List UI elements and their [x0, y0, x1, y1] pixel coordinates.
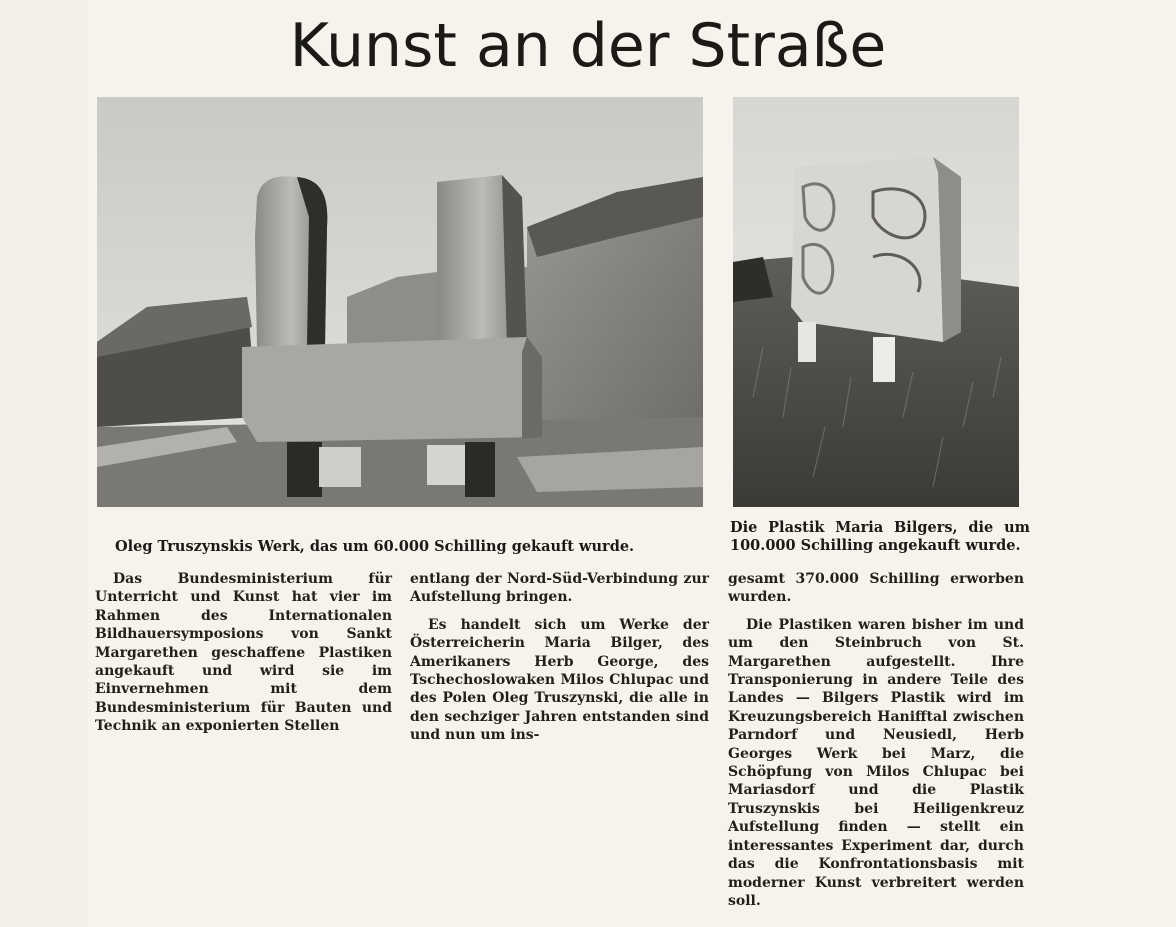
article-paragraph: Das Bundesministerium für Unterricht und Kunst hat vier im Rahmen des Internationalen Bildhauersymposions von Sankt Margarethen geschaffene Plastiken angekauft und wird sie im Einvernehmen mit dem Bundesministerium für Bauten und Technik an exponierten Stellen	[95, 571, 392, 735]
article-paragraph: entlang der Nord-Süd-Verbindung zur Aufstellung bringen.	[410, 571, 709, 606]
headline: Kunst an der Straße	[289, 11, 887, 81]
photo-bilger-sculpture	[733, 97, 1019, 507]
caption-left: Oleg Truszynskis Werk, das um 60.000 Schilling gekauft wurde.	[115, 538, 635, 555]
article-column-2	[410, 570, 709, 745]
article-paragraph: Die Plastiken waren bisher im und um den Steinbruch von St. Margarethen aufgestellt. Ihre Transponierung in andere Teile des Landes — Bilgers Plastik wird im Kreuzungsbereich Hanifftal zwischen Parndorf und Neusiedl, Herb Georges Werk bei Marz, die Schöpfung von Milos Chlupac bei Mariasdorf und die Plastik Truszynskis bei Heiligenkreuz Aufstellung finden — stellt ein interessantes Experiment dar, durch das die Konfrontationsbasis mit moderner Kunst verbreitert werden soll.	[728, 616, 1024, 909]
stone-sculpture-photo	[97, 97, 703, 507]
article-column-3	[728, 570, 1024, 910]
stone-block-sculpture-photo	[733, 97, 1019, 507]
article-paragraph: Es handelt sich um Werke der Österreicherin Maria Bilger, des Amerikaners Herb George, des Tschechoslowaken Milos Chlupac und des Polen Oleg Truszynski, die alle in den sechziger Jahren entstanden sind und nun um ins-	[410, 616, 709, 744]
article-column-1	[95, 570, 392, 736]
caption-right: Die Plastik Maria Bilgers, die um 100.000 Schilling angekauft wurde.	[730, 519, 1030, 554]
article-paragraph: gesamt 370.000 Schilling erworben wurden.	[728, 571, 1024, 606]
photo-truszynski-sculpture	[97, 97, 703, 507]
